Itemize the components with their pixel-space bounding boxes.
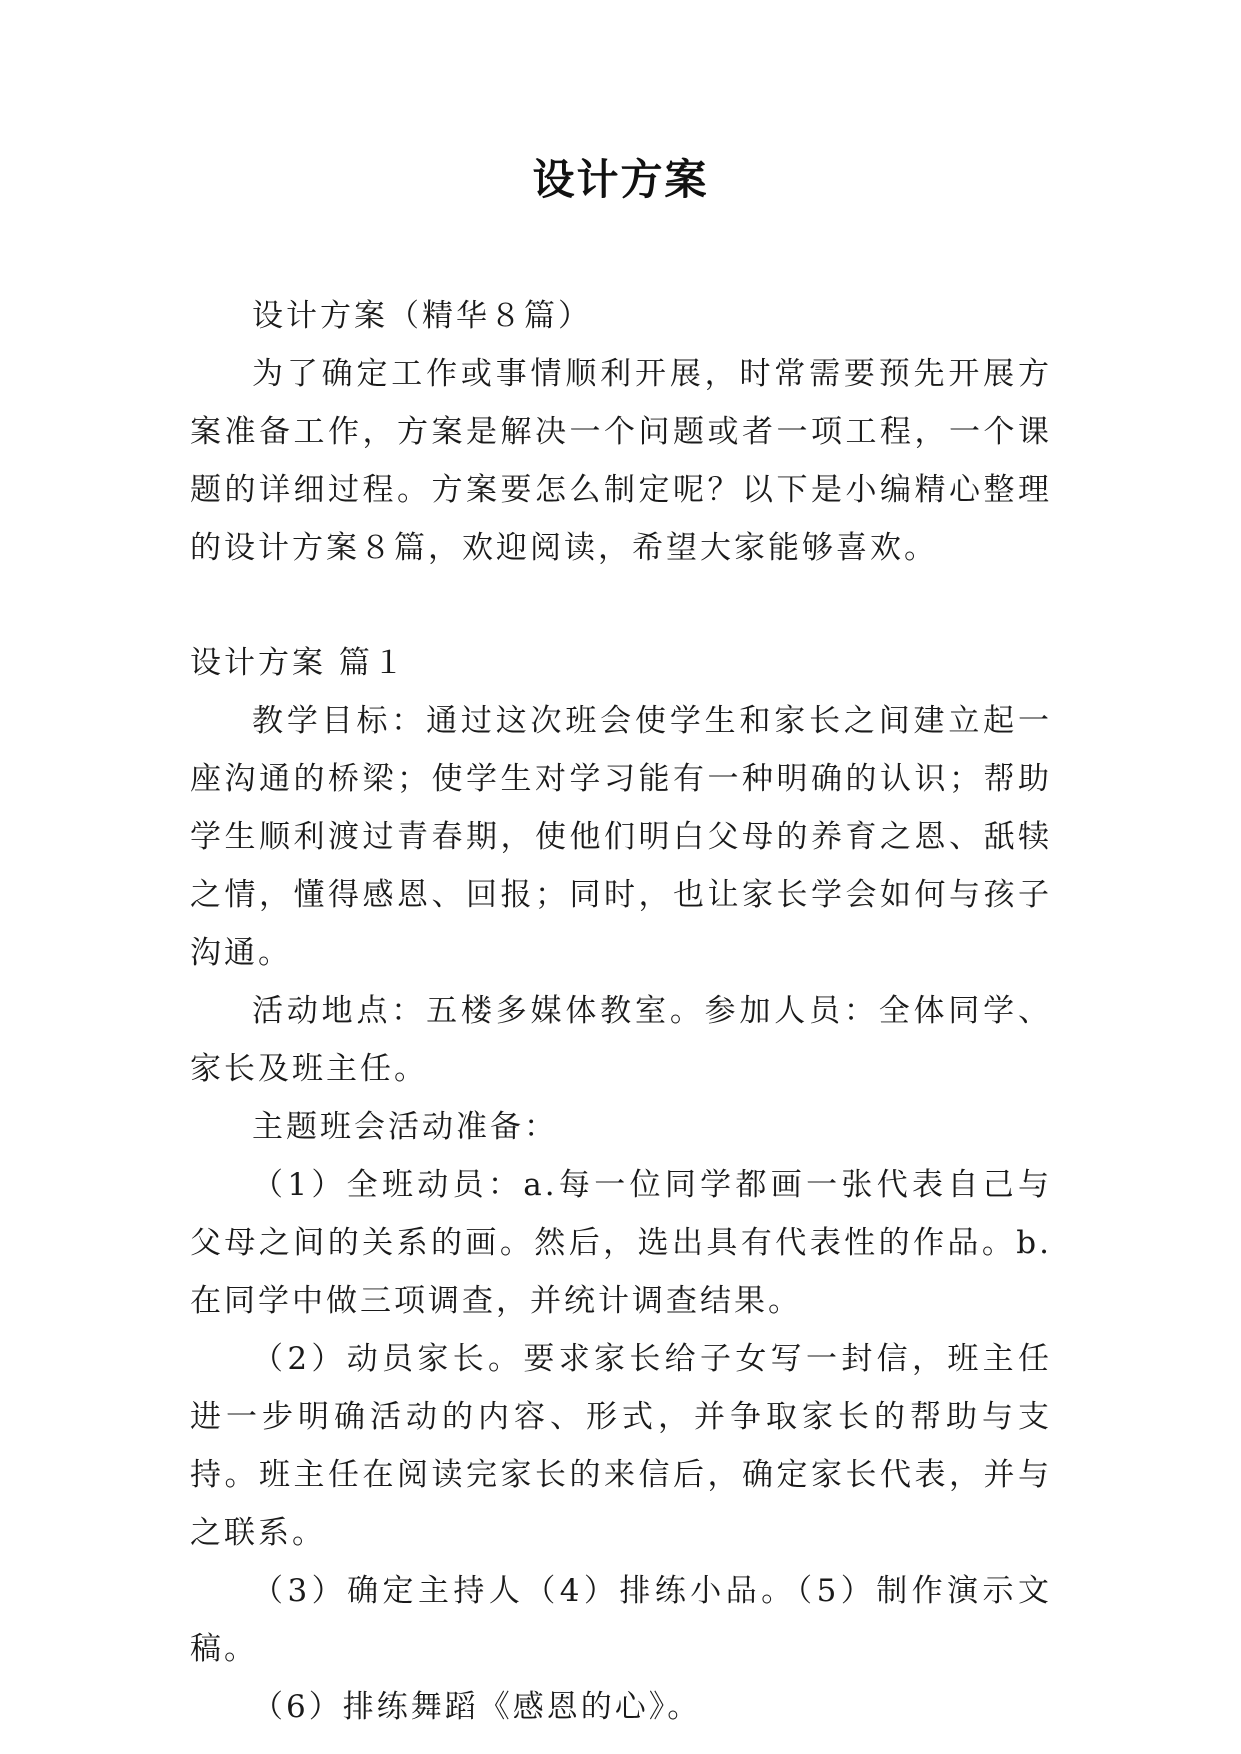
- document-title: 设计方案: [532, 155, 709, 204]
- document-body: [190, 287, 1052, 1736]
- preparation-item-2: （2）动员家长。要求家长给子女写一封信，班主任进一步明确活动的内容、形式，并争取家长的帮助与支持。班主任在阅读完家长的来信后，确定家长代表，并与之联系。: [190, 1341, 1052, 1551]
- intro-paragraph: 为了确定工作或事情顺利开展，时常需要预先开展方案准备工作，方案是解决一个问题或者一项工程，一个课题的详细过程。方案要怎么制定呢？以下是小编精心整理的设计方案８篇，欢迎阅读，希望大家能够喜欢。: [190, 356, 1052, 566]
- teaching-goals-paragraph: 教学目标：通过这次班会使学生和家长之间建立起一座沟通的桥梁；使学生对学习能有一种明确的认识；帮助学生顺利渡过青春期，使他们明白父母的养育之恩、舐犊之情，懂得感恩、回报；同时，也让家长学会如何与孩子沟通。: [190, 703, 1052, 971]
- preparation-item-1: （1）全班动员：a.每一位同学都画一张代表自己与父母之间的关系的画。然后，选出具有代表性的作品。b.在同学中做三项调查，并统计调查结果。: [190, 1167, 1052, 1319]
- location-paragraph: 活动地点：五楼多媒体教室。参加人员：全体同学、家长及班主任。: [190, 993, 1052, 1087]
- section-spacer: [190, 577, 1052, 634]
- preparation-items-3-5: （3）确定主持人（4）排练小品。（5）制作演示文稿。: [190, 1573, 1052, 1667]
- preparation-heading: 主题班会活动准备：: [252, 1109, 558, 1145]
- intro-heading: 设计方案（精华８篇）: [252, 298, 592, 334]
- preparation-item-6: （6）排练舞蹈《感恩的心》。: [252, 1689, 702, 1725]
- section-heading: 设计方案 篇１: [190, 645, 407, 681]
